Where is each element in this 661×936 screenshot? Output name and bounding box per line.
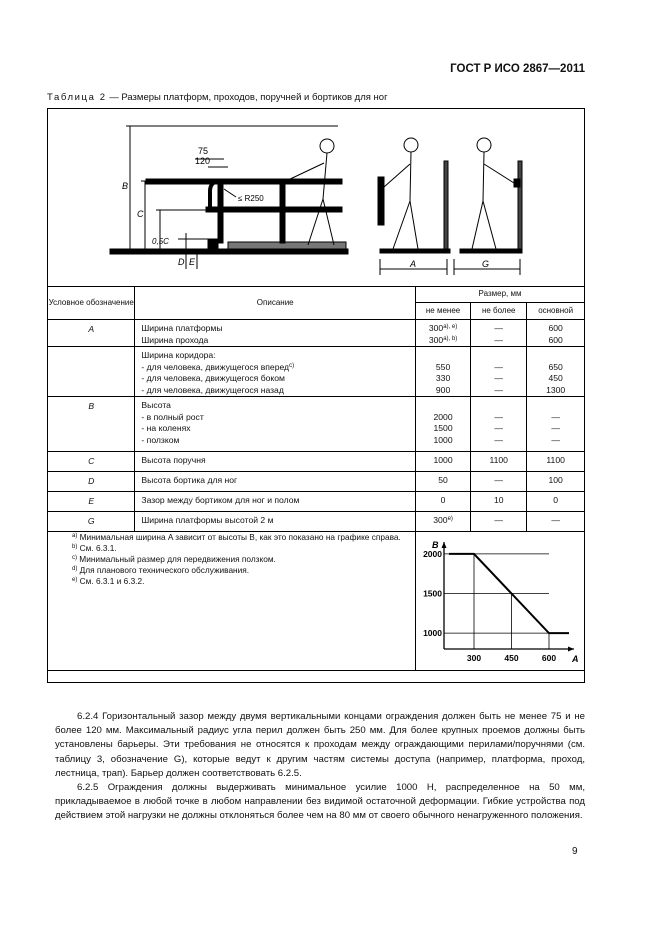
y-axis-label: B	[431, 540, 439, 550]
dimensions-table-frame	[47, 108, 585, 683]
spacer	[416, 350, 470, 362]
footnote-mark: b)	[72, 544, 78, 550]
max-cell	[471, 320, 527, 347]
description-line-text: Ширина платформы высотой 2 м	[141, 515, 274, 525]
min-width-chart	[416, 532, 584, 668]
y-tick-label: 1500	[423, 588, 442, 599]
footnote-mark: a), e)	[443, 324, 458, 330]
description-cell	[135, 320, 416, 347]
notes-row	[48, 532, 584, 671]
description-line	[141, 455, 415, 467]
main-value: 1300	[546, 384, 566, 395]
main-value: —	[551, 423, 560, 433]
main-value: 600	[548, 323, 563, 333]
symbol-cell: G	[48, 512, 135, 532]
x-tick-label: 300	[466, 653, 482, 663]
footnote-text: Для планового технического обслуживания.	[77, 565, 250, 575]
description-line-text: Ширина прохода	[141, 334, 209, 345]
max-cell	[471, 492, 527, 512]
min-value-text: 0	[440, 495, 446, 505]
x-tick-label: 600	[541, 653, 557, 663]
header-main: основной	[527, 303, 584, 320]
description-line	[141, 423, 415, 435]
paragraph-text: 6.2.5 Ограждения должны выдерживать минимальное усилие 1000 Н, распределенное на 50 мм, прикладываемое в любой точке в любом направлении без видимой остаточной деформации. Гибкие устройства под действием этой нагрузки не должны отклоняться более чем на 80 мм от своего обычного ненагруженного положения.	[55, 782, 585, 822]
description-line	[141, 362, 415, 374]
description-line-text: - на коленях	[141, 423, 191, 433]
footnote-mark: e)	[447, 516, 453, 522]
main-value: 0	[553, 495, 559, 505]
header-min: не менее	[415, 303, 470, 320]
main-value: 100	[548, 475, 563, 485]
label-120: 120	[195, 156, 211, 166]
max-cell	[471, 397, 527, 452]
min-value-text: 1500	[433, 423, 453, 433]
table-row	[48, 347, 584, 397]
min-value-text: 1000	[433, 434, 453, 445]
min-value	[416, 412, 470, 424]
table-row	[48, 512, 584, 532]
description-line-text: - для человека, движущегося вперед	[141, 361, 290, 372]
table-row	[48, 472, 584, 492]
spacer	[527, 400, 584, 412]
label-E: E	[189, 257, 196, 267]
max-cell	[471, 452, 527, 472]
table-row	[48, 397, 584, 452]
table-header-row	[48, 286, 584, 303]
footnote-mark: d)	[72, 566, 78, 572]
footnote	[48, 543, 415, 554]
dimensions-table	[48, 286, 584, 671]
footnote-mark: a), b)	[443, 335, 458, 342]
page-number: 9	[572, 846, 578, 857]
min-value	[416, 435, 470, 447]
paragraph-6-2-4	[55, 710, 585, 781]
main-cell	[527, 512, 584, 532]
min-value-text: 50	[438, 475, 448, 485]
footnote	[48, 576, 415, 587]
footnote-mark: a)	[72, 533, 78, 539]
spacer	[527, 350, 584, 362]
min-value-text: 330	[435, 373, 451, 383]
max-value: —	[494, 384, 504, 395]
footnote-text: См. 6.3.1.	[77, 543, 117, 553]
max-value: —	[494, 334, 504, 345]
toe-board	[208, 239, 218, 253]
max-value: —	[494, 361, 504, 372]
max-value: —	[494, 515, 504, 525]
paragraph-6-2-5	[55, 781, 585, 824]
main-cell	[527, 472, 584, 492]
y-tick-label: 1000	[423, 628, 442, 639]
header-symbol: Условное обозначение	[48, 286, 135, 320]
symbol-cell: D	[48, 472, 135, 492]
max-value: —	[494, 475, 504, 485]
min-value-text: 300	[428, 323, 444, 333]
label-C: C	[137, 209, 144, 219]
min-value-text: 300	[428, 334, 444, 345]
footnote	[48, 565, 415, 576]
main-value: 450	[548, 373, 563, 383]
description-line	[141, 323, 415, 335]
min-value	[416, 515, 470, 527]
description-line-text: Высота поручня	[141, 455, 206, 465]
description-line-text: - ползком	[141, 434, 180, 445]
main-cell	[527, 347, 584, 397]
symbol-cell: E	[48, 492, 135, 512]
description-cell	[135, 452, 416, 472]
footnote-text: См. 6.3.1 и 6.3.2.	[77, 576, 145, 586]
description-line-text: Ширина платформы	[141, 323, 223, 333]
description-cell	[135, 512, 416, 532]
max-value: 10	[493, 495, 504, 505]
main-value: —	[551, 515, 560, 525]
label-half-C: 0,5C	[152, 237, 169, 246]
description-line	[141, 475, 415, 487]
max-value: —	[494, 423, 504, 433]
notes-cell	[48, 532, 415, 671]
symbol-cell: B	[48, 397, 135, 452]
description-line-text: Высота бортика для ног	[141, 475, 238, 485]
label-radius: ≤ R250	[238, 194, 264, 203]
x-tick-label: 450	[504, 653, 519, 663]
chart-cell	[415, 532, 584, 671]
max-value: —	[494, 373, 504, 383]
min-value-text: 2000	[433, 411, 453, 422]
min-value	[416, 423, 470, 435]
spacer	[416, 400, 470, 412]
footnote	[48, 532, 415, 543]
min-cell	[415, 397, 470, 452]
min-value	[416, 475, 470, 487]
main-cell	[527, 452, 584, 472]
max-value: —	[494, 434, 504, 445]
min-cell	[415, 512, 470, 532]
y-axis-arrow	[441, 542, 446, 548]
table-caption	[47, 92, 388, 103]
label-75: 75	[198, 146, 209, 156]
description-line	[141, 435, 415, 447]
description-line	[141, 515, 415, 527]
footnote-text: Минимальная ширина A зависит от высоты B, как это показано на графике справа.	[77, 532, 401, 542]
min-value-text: 900	[435, 384, 451, 395]
min-value	[416, 323, 470, 335]
spacer	[471, 350, 526, 362]
caption-prefix: Таблица 2	[47, 92, 107, 103]
min-cell	[415, 472, 470, 492]
symbol-cell: A	[48, 320, 135, 347]
footnote-mark: c)	[289, 362, 295, 369]
main-value: —	[551, 411, 560, 422]
table-row	[48, 492, 584, 512]
description-title: Ширина коридора:	[141, 350, 216, 360]
min-cell	[415, 452, 470, 472]
label-G: G	[482, 259, 490, 269]
footnote	[48, 554, 415, 565]
max-cell	[471, 472, 527, 492]
min-value	[416, 362, 470, 374]
header-max: не более	[471, 303, 527, 320]
max-cell	[471, 512, 527, 532]
description-line	[141, 495, 415, 507]
platform-diagram	[48, 109, 584, 286]
label-A: A	[410, 259, 417, 269]
standard-header: ГОСТ Р ИСО 2867—2011	[450, 63, 585, 75]
description-line-text: - в полный рост	[141, 411, 204, 422]
label-B: B	[122, 181, 129, 191]
max-cell	[471, 347, 527, 397]
description-line	[141, 335, 415, 347]
min-cell	[415, 320, 470, 347]
min-cell	[415, 347, 470, 397]
main-value: 1100	[546, 455, 565, 465]
main-value: 600	[548, 334, 563, 345]
footnote-mark: c)	[72, 555, 77, 561]
min-value-text: 1000	[433, 455, 453, 465]
platform-floor	[110, 249, 348, 254]
max-value: —	[494, 411, 504, 422]
main-cell	[527, 397, 584, 452]
spacer	[471, 400, 526, 412]
platform-grating	[228, 242, 346, 249]
description-title: Высота	[141, 400, 171, 410]
min-value-text: 300	[433, 515, 448, 525]
x-axis-label: A	[571, 654, 579, 664]
main-cell	[527, 320, 584, 347]
description-line	[141, 373, 415, 385]
max-value: 1100	[489, 455, 508, 465]
main-cell	[527, 492, 584, 512]
min-value	[416, 495, 470, 507]
y-tick-label: 2000	[423, 548, 442, 559]
main-value: —	[551, 434, 560, 445]
description-cell	[135, 347, 416, 397]
paragraph-text: 6.2.4 Горизонтальный зазор между двумя вертикальными концами ограждения должен быть не менее 75 и не более 120 мм. Максимальный радиус угла перил должен быть 250 мм. Для более крупных проемов должны быть установлены барьеры. Эти требования не относятся к проходам между ограждающими перилами/поручнями (см. таблицу 3, обозначение G), которые ведут к другим частям системы доступа (например, платформа, проход, лестница, трап). Барьер должен соответствовать 6.2.5.	[55, 711, 585, 779]
description-cell	[135, 472, 416, 492]
symbol-cell: C	[48, 452, 135, 472]
footnote-mark: e)	[72, 577, 78, 583]
max-value: —	[494, 323, 504, 333]
x-axis-arrow	[568, 647, 574, 652]
description-line-text: - для человека, движущегося боком	[141, 373, 285, 383]
min-value	[416, 335, 470, 347]
min-value	[416, 373, 470, 385]
header-size: Размер, мм	[415, 286, 584, 303]
description-line-text: - для человека, движущегося назад	[141, 384, 284, 395]
description-line	[141, 385, 415, 397]
header-description: Описание	[135, 286, 416, 320]
min-cell	[415, 492, 470, 512]
platform-figure	[48, 109, 584, 287]
description-line	[141, 412, 415, 424]
footnote-text: Минимальный размер для передвижения ползком.	[77, 554, 276, 564]
main-value: 650	[548, 361, 563, 372]
label-D: D	[178, 257, 185, 267]
min-value-text: 550	[435, 361, 451, 372]
min-value	[416, 455, 470, 467]
min-value	[416, 385, 470, 397]
caption-text: — Размеры платформ, проходов, поручней и бортиков для ног	[106, 92, 388, 103]
table-row	[48, 452, 584, 472]
description-cell	[135, 397, 416, 452]
description-cell	[135, 492, 416, 512]
table-row	[48, 320, 584, 347]
symbol-cell	[48, 347, 135, 397]
description-line-text: Зазор между бортиком для ног и полом	[141, 495, 300, 505]
